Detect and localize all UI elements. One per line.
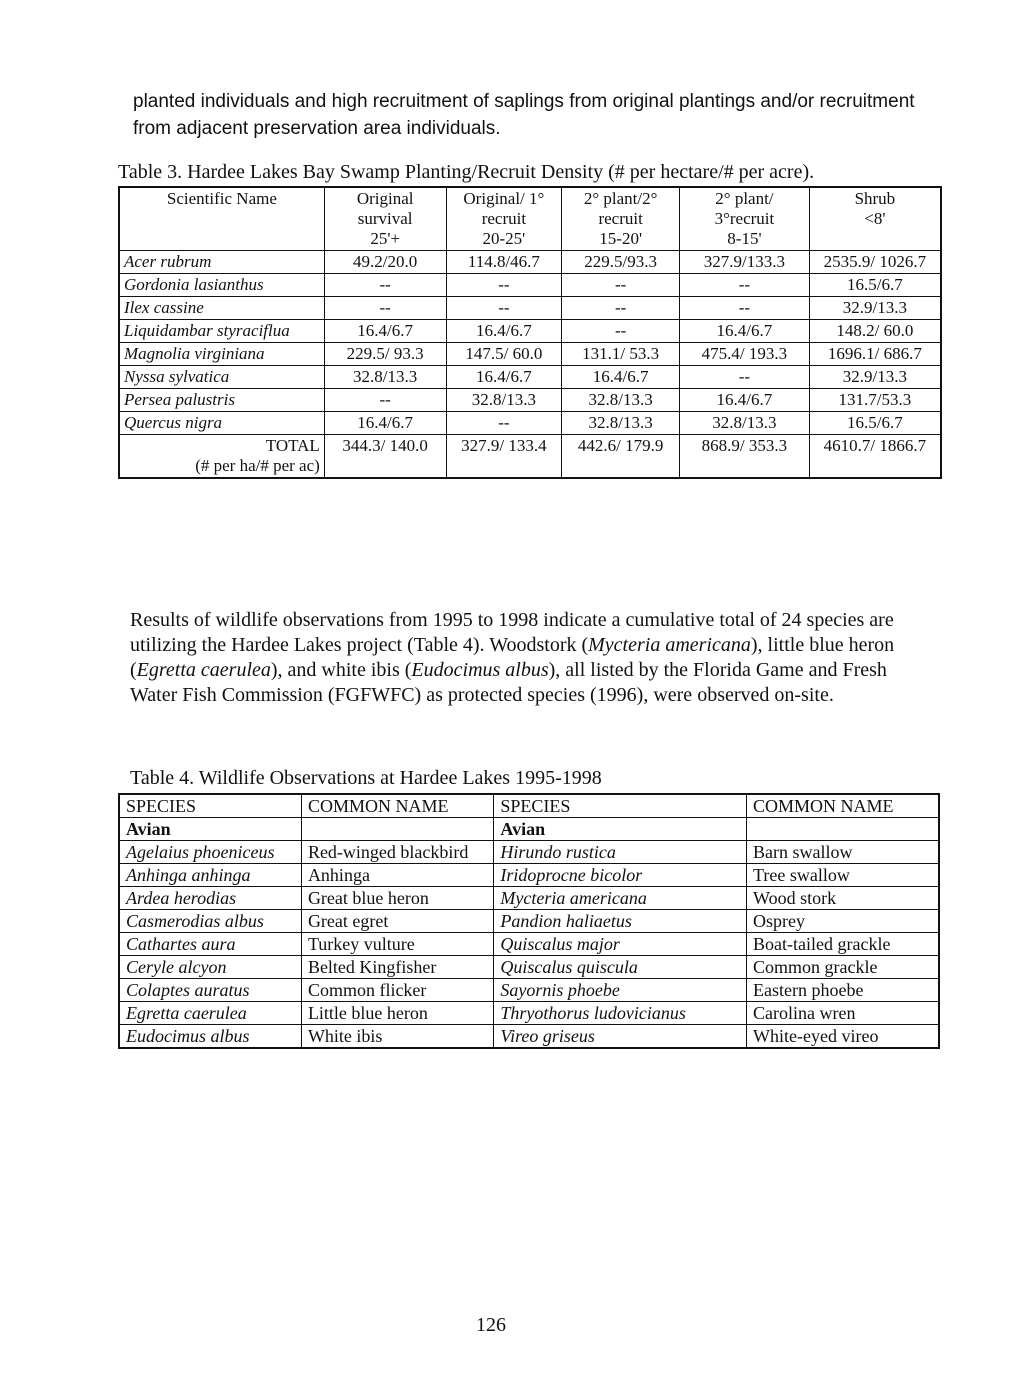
results-text-1: Results of wildlife observations from 1995 to 1998 indicate a cumulative total of 24 species are utilizing the Hardee Lakes project (Table 4). Woodstork ( xyxy=(130,609,894,656)
density-value-cell: -- xyxy=(324,389,446,412)
intro-paragraph: planted individuals and high recruitment of saplings from original plantings and/or recruitment from adjacent preservation area individuals. xyxy=(133,91,915,139)
group-label-left: Avian xyxy=(119,818,301,841)
table3-row xyxy=(119,320,941,343)
table3-header-cell xyxy=(562,187,680,251)
density-value-cell: 16.4/6.7 xyxy=(680,389,810,412)
table3-header-text: 2° plant/2° xyxy=(583,189,658,208)
density-value-cell: -- xyxy=(680,297,810,320)
table3-header-cell xyxy=(809,187,941,251)
table3-header-text: 2° plant/ xyxy=(715,189,774,208)
species-cell: Anhinga anhinga xyxy=(119,864,301,887)
table3-row xyxy=(119,412,941,435)
species-cell: Hirundo rustica xyxy=(494,841,747,864)
scientific-name-cell: Persea palustris xyxy=(119,389,324,412)
table3-row xyxy=(119,389,941,412)
density-value-cell: 16.4/6.7 xyxy=(562,366,680,389)
density-value-cell: 147.5/ 60.0 xyxy=(446,343,562,366)
table3-header-text: 25'+ xyxy=(370,229,400,248)
table3-header-text: 20-25' xyxy=(482,229,526,248)
density-value-cell: 229.5/ 93.3 xyxy=(324,343,446,366)
common-name-cell: Tree swallow xyxy=(747,864,939,887)
species-eudocimus: Eudocimus albus xyxy=(411,659,549,681)
table4-group-row xyxy=(119,818,939,841)
density-value-cell: 16.4/6.7 xyxy=(324,320,446,343)
results-text-3: ), and white ibis ( xyxy=(270,659,412,681)
density-value-cell: 32.9/13.3 xyxy=(809,366,941,389)
total-label: TOTAL xyxy=(265,436,320,455)
table4-row xyxy=(119,979,939,1002)
species-cell: Quiscalus quiscula xyxy=(494,956,747,979)
group-empty-cell xyxy=(301,818,493,841)
density-value-cell: 32.8/13.3 xyxy=(680,412,810,435)
species-cell: Ardea herodias xyxy=(119,887,301,910)
table3-header-cell xyxy=(680,187,810,251)
total-value-cell: 4610.7/ 1866.7 xyxy=(809,435,941,479)
table4-header-cell: COMMON NAME xyxy=(301,794,493,818)
common-name-cell: Common grackle xyxy=(747,956,939,979)
common-name-cell: Great blue heron xyxy=(301,887,493,910)
table4-header-cell: SPECIES xyxy=(494,794,747,818)
table3-row xyxy=(119,366,941,389)
table4-row xyxy=(119,1025,939,1049)
table3-header-cell xyxy=(324,187,446,251)
table3-row xyxy=(119,343,941,366)
density-value-cell: 131.7/53.3 xyxy=(809,389,941,412)
scientific-name-cell: Ilex cassine xyxy=(119,297,324,320)
table4-caption: Table 4. Wildlife Observations at Hardee Lakes 1995-1998 xyxy=(130,767,602,789)
table3-header-text: 8-15' xyxy=(727,229,762,248)
common-name-cell: Anhinga xyxy=(301,864,493,887)
scientific-name-cell: Acer rubrum xyxy=(119,251,324,274)
species-egretta: Egretta caerulea xyxy=(136,659,271,681)
table4-row xyxy=(119,841,939,864)
total-label-cell xyxy=(119,435,324,479)
density-value-cell: 327.9/133.3 xyxy=(680,251,810,274)
density-value-cell: 16.4/6.7 xyxy=(446,366,562,389)
density-value-cell: 32.9/13.3 xyxy=(809,297,941,320)
table4-row xyxy=(119,1002,939,1025)
species-mycteria: Mycteria americana xyxy=(588,634,751,656)
density-value-cell: -- xyxy=(324,297,446,320)
density-value-cell: -- xyxy=(680,366,810,389)
common-name-cell: Common flicker xyxy=(301,979,493,1002)
common-name-cell: Eastern phoebe xyxy=(747,979,939,1002)
table3-header-text: Original xyxy=(356,189,414,208)
table3-header-text: Original/ 1° xyxy=(463,189,545,208)
table3-header-cell xyxy=(119,187,324,251)
common-name-cell: Little blue heron xyxy=(301,1002,493,1025)
species-cell: Iridoprocne bicolor xyxy=(494,864,747,887)
density-value-cell: 1696.1/ 686.7 xyxy=(809,343,941,366)
table4-row xyxy=(119,887,939,910)
species-cell: Agelaius phoeniceus xyxy=(119,841,301,864)
species-cell: Eudocimus albus xyxy=(119,1025,301,1049)
results-text-4: ), all listed by the Florida Game and Fresh Water Fish Commission (FGFWFC) as protected species (1996), were observed on-site. xyxy=(130,659,887,706)
table4-header-cell: SPECIES xyxy=(119,794,301,818)
table3-header-text: Scientific Name xyxy=(166,189,277,208)
table3-header-text: recruit xyxy=(598,209,643,228)
density-value-cell: 16.4/6.7 xyxy=(680,320,810,343)
density-value-cell: 49.2/20.0 xyxy=(324,251,446,274)
group-empty-cell xyxy=(747,818,939,841)
common-name-cell: White-eyed vireo xyxy=(747,1025,939,1049)
common-name-cell: Red-winged blackbird xyxy=(301,841,493,864)
scientific-name-cell: Gordonia lasianthus xyxy=(119,274,324,297)
density-value-cell: -- xyxy=(446,274,562,297)
density-value-cell: 16.4/6.7 xyxy=(446,320,562,343)
table3-row xyxy=(119,297,941,320)
total-units: (# per ha/# per ac) xyxy=(195,456,320,475)
density-value-cell: -- xyxy=(446,297,562,320)
common-name-cell: Carolina wren xyxy=(747,1002,939,1025)
table3-header-text: survival xyxy=(357,209,413,228)
common-name-cell: Great egret xyxy=(301,910,493,933)
species-cell: Thryothorus ludovicianus xyxy=(494,1002,747,1025)
table3-planting-density xyxy=(118,186,942,479)
scientific-name-cell: Liquidambar styraciflua xyxy=(119,320,324,343)
results-paragraph xyxy=(130,608,930,708)
total-value-cell: 344.3/ 140.0 xyxy=(324,435,446,479)
common-name-cell: Wood stork xyxy=(747,887,939,910)
common-name-cell: Boat-tailed grackle xyxy=(747,933,939,956)
results-text-2: ), little blue heron ( xyxy=(130,634,895,681)
species-cell: Sayornis phoebe xyxy=(494,979,747,1002)
density-value-cell: -- xyxy=(562,274,680,297)
density-value-cell: 32.8/13.3 xyxy=(446,389,562,412)
table4-row xyxy=(119,864,939,887)
species-cell: Ceryle alcyon xyxy=(119,956,301,979)
density-value-cell: 148.2/ 60.0 xyxy=(809,320,941,343)
density-value-cell: 16.4/6.7 xyxy=(324,412,446,435)
table4-row xyxy=(119,956,939,979)
density-value-cell: 16.5/6.7 xyxy=(809,412,941,435)
common-name-cell: White ibis xyxy=(301,1025,493,1049)
density-value-cell: 229.5/93.3 xyxy=(562,251,680,274)
species-cell: Casmerodias albus xyxy=(119,910,301,933)
density-value-cell: 131.1/ 53.3 xyxy=(562,343,680,366)
species-cell: Mycteria americana xyxy=(494,887,747,910)
scientific-name-cell: Magnolia virginiana xyxy=(119,343,324,366)
table4-header-cell: COMMON NAME xyxy=(747,794,939,818)
table3-header-row xyxy=(119,187,941,251)
species-cell: Colaptes auratus xyxy=(119,979,301,1002)
density-value-cell: -- xyxy=(446,412,562,435)
density-value-cell: 32.8/13.3 xyxy=(562,389,680,412)
table4-header-row xyxy=(119,794,939,818)
table3-header-text: recruit xyxy=(481,209,527,228)
species-cell: Egretta caerulea xyxy=(119,1002,301,1025)
species-cell: Vireo griseus xyxy=(494,1025,747,1049)
table3-total-row xyxy=(119,435,941,479)
density-value-cell: 114.8/46.7 xyxy=(446,251,562,274)
table3-caption: Table 3. Hardee Lakes Bay Swamp Planting/Recruit Density (# per hectare/# per acre). xyxy=(118,161,815,183)
table4-wildlife-observations xyxy=(118,793,940,1049)
density-value-cell: -- xyxy=(324,274,446,297)
table3-header-text: Shrub xyxy=(854,189,896,208)
density-value-cell: 16.5/6.7 xyxy=(809,274,941,297)
table3-header-cell xyxy=(446,187,562,251)
density-value-cell: 32.8/13.3 xyxy=(562,412,680,435)
density-value-cell: 32.8/13.3 xyxy=(324,366,446,389)
table3-row xyxy=(119,251,941,274)
species-cell: Cathartes aura xyxy=(119,933,301,956)
table3-header-text: 3°recruit xyxy=(714,209,775,228)
table3-row xyxy=(119,274,941,297)
scientific-name-cell: Quercus nigra xyxy=(119,412,324,435)
density-value-cell: 2535.9/ 1026.7 xyxy=(809,251,941,274)
common-name-cell: Barn swallow xyxy=(747,841,939,864)
density-value-cell: -- xyxy=(562,320,680,343)
total-value-cell: 868.9/ 353.3 xyxy=(680,435,810,479)
species-cell: Pandion haliaetus xyxy=(494,910,747,933)
common-name-cell: Belted Kingfisher xyxy=(301,956,493,979)
density-value-cell: 475.4/ 193.3 xyxy=(680,343,810,366)
table3-header-text: <8' xyxy=(864,209,886,228)
density-value-cell: -- xyxy=(680,274,810,297)
common-name-cell: Turkey vulture xyxy=(301,933,493,956)
table4-row xyxy=(119,933,939,956)
density-value-cell: -- xyxy=(562,297,680,320)
page-number: 126 xyxy=(476,1314,506,1336)
scientific-name-cell: Nyssa sylvatica xyxy=(119,366,324,389)
total-value-cell: 442.6/ 179.9 xyxy=(562,435,680,479)
total-value-cell: 327.9/ 133.4 xyxy=(446,435,562,479)
common-name-cell: Osprey xyxy=(747,910,939,933)
group-label-right: Avian xyxy=(494,818,747,841)
species-cell: Quiscalus major xyxy=(494,933,747,956)
table3-header-text: 15-20' xyxy=(599,229,643,248)
table4-row xyxy=(119,910,939,933)
